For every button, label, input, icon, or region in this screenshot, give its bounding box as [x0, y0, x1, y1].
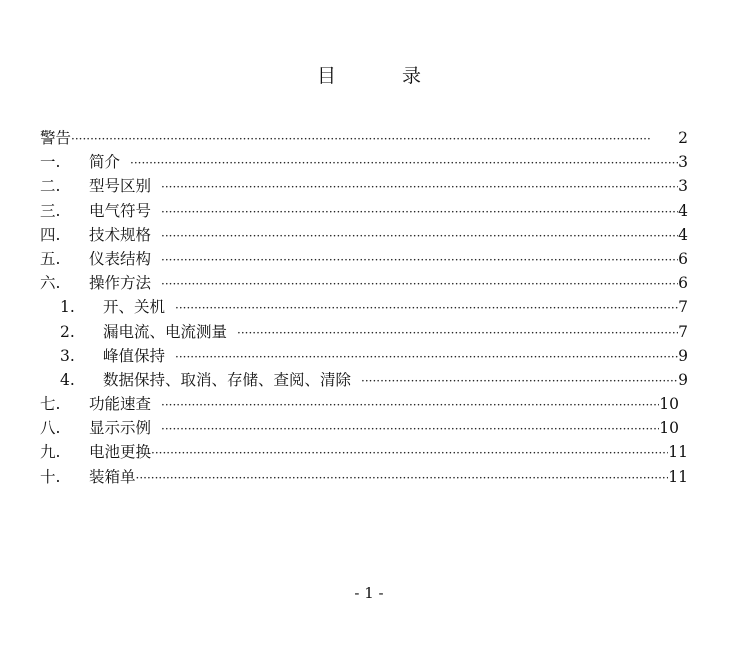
- toc-entry-label: 电气符号: [89, 201, 152, 220]
- toc-entry[interactable]: [40, 223, 688, 247]
- toc-entry-label: 技术规格: [89, 225, 152, 244]
- toc-dot-leader: [151, 441, 668, 465]
- toc-entry-number: 4.: [60, 370, 75, 389]
- toc-dot-leader: [161, 393, 659, 417]
- toc-dot-leader: [237, 321, 678, 345]
- toc-entry-number: 2.: [60, 322, 75, 341]
- toc-entry[interactable]: [40, 368, 688, 392]
- toc-entry-page: 3: [678, 177, 688, 196]
- toc-entry-page: 6: [678, 274, 688, 293]
- toc-entry[interactable]: [40, 320, 688, 344]
- toc-entry-number: 六.: [40, 274, 61, 293]
- toc-entry-number: 十.: [40, 467, 61, 486]
- toc-entry[interactable]: [40, 126, 688, 150]
- toc-dot-leader: [161, 248, 678, 272]
- toc-entry-page: 7: [678, 322, 688, 341]
- page-number-footer: - 1 -: [354, 584, 384, 602]
- toc-entry[interactable]: [40, 344, 688, 368]
- toc-dot-leader: [361, 369, 678, 393]
- toc-entry-page: 2: [678, 129, 688, 147]
- toc-entry-number: 1.: [60, 298, 75, 317]
- toc-entry[interactable]: [40, 416, 688, 440]
- table-of-contents: [40, 126, 688, 489]
- toc-entry-label: 型号区别: [89, 177, 152, 196]
- toc-dot-leader: [175, 345, 678, 369]
- toc-entry-label: 峰值保持: [103, 346, 166, 365]
- toc-entry-label: 警告: [40, 129, 72, 147]
- toc-dot-leader: [161, 224, 678, 248]
- toc-entry[interactable]: [40, 271, 688, 295]
- toc-entry-page: 11: [668, 467, 688, 486]
- toc-entry-number: 七.: [40, 395, 61, 414]
- toc-entry-number: 九.: [40, 443, 61, 462]
- toc-entry-label: 开、关机: [103, 298, 166, 317]
- toc-dot-leader: [161, 175, 678, 199]
- toc-entry[interactable]: [40, 199, 688, 223]
- toc-entry-page: 11: [668, 443, 688, 462]
- toc-entry[interactable]: [40, 440, 688, 464]
- toc-entry-page: 3: [678, 153, 688, 172]
- toc-entry-number: 五.: [40, 249, 61, 268]
- toc-entry-number: 八.: [40, 419, 61, 438]
- toc-entry[interactable]: [40, 150, 688, 174]
- toc-entry[interactable]: [40, 174, 688, 198]
- toc-dot-leader: [71, 127, 678, 151]
- toc-entry[interactable]: [40, 392, 688, 416]
- toc-entry-label: 功能速查: [89, 395, 152, 414]
- toc-entry-page: 9: [678, 346, 688, 365]
- toc-entry-number: 四.: [40, 225, 61, 244]
- toc-entry-label: 装箱单: [89, 467, 136, 486]
- toc-entry-label: 数据保持、取消、存储、查阅、清除: [103, 370, 352, 389]
- toc-entry[interactable]: [40, 247, 688, 271]
- toc-dot-leader: [130, 151, 678, 175]
- toc-entry-page: 4: [678, 201, 688, 220]
- toc-entry-label: 漏电流、电流测量: [103, 322, 228, 341]
- toc-entry-label: 电池更换: [89, 443, 152, 462]
- toc-entry-label: 简介: [89, 153, 121, 172]
- toc-entry-label: 显示示例: [89, 419, 152, 438]
- toc-entry-number: 三.: [40, 201, 61, 220]
- toc-dot-leader: [136, 466, 669, 490]
- toc-dot-leader: [161, 272, 678, 296]
- toc-dot-leader: [161, 417, 659, 441]
- toc-entry-label: 操作方法: [89, 274, 152, 293]
- toc-dot-leader: [161, 200, 678, 224]
- toc-entry-page: 7: [678, 298, 688, 317]
- toc-entry-page: 6: [678, 249, 688, 268]
- toc-entry-page: 4: [678, 225, 688, 244]
- toc-entry-label: 仪表结构: [89, 249, 152, 268]
- toc-entry-page: 10: [659, 419, 679, 438]
- toc-entry-page: 9: [678, 370, 688, 389]
- toc-entry[interactable]: [40, 295, 688, 319]
- toc-entry-number: 3.: [60, 346, 75, 365]
- toc-title: 目 录: [316, 65, 452, 87]
- toc-entry-number: 二.: [40, 177, 61, 196]
- toc-entry[interactable]: [40, 465, 688, 489]
- toc-entry-number: 一.: [40, 153, 61, 172]
- toc-entry-page: 10: [659, 395, 679, 414]
- toc-dot-leader: [175, 296, 678, 320]
